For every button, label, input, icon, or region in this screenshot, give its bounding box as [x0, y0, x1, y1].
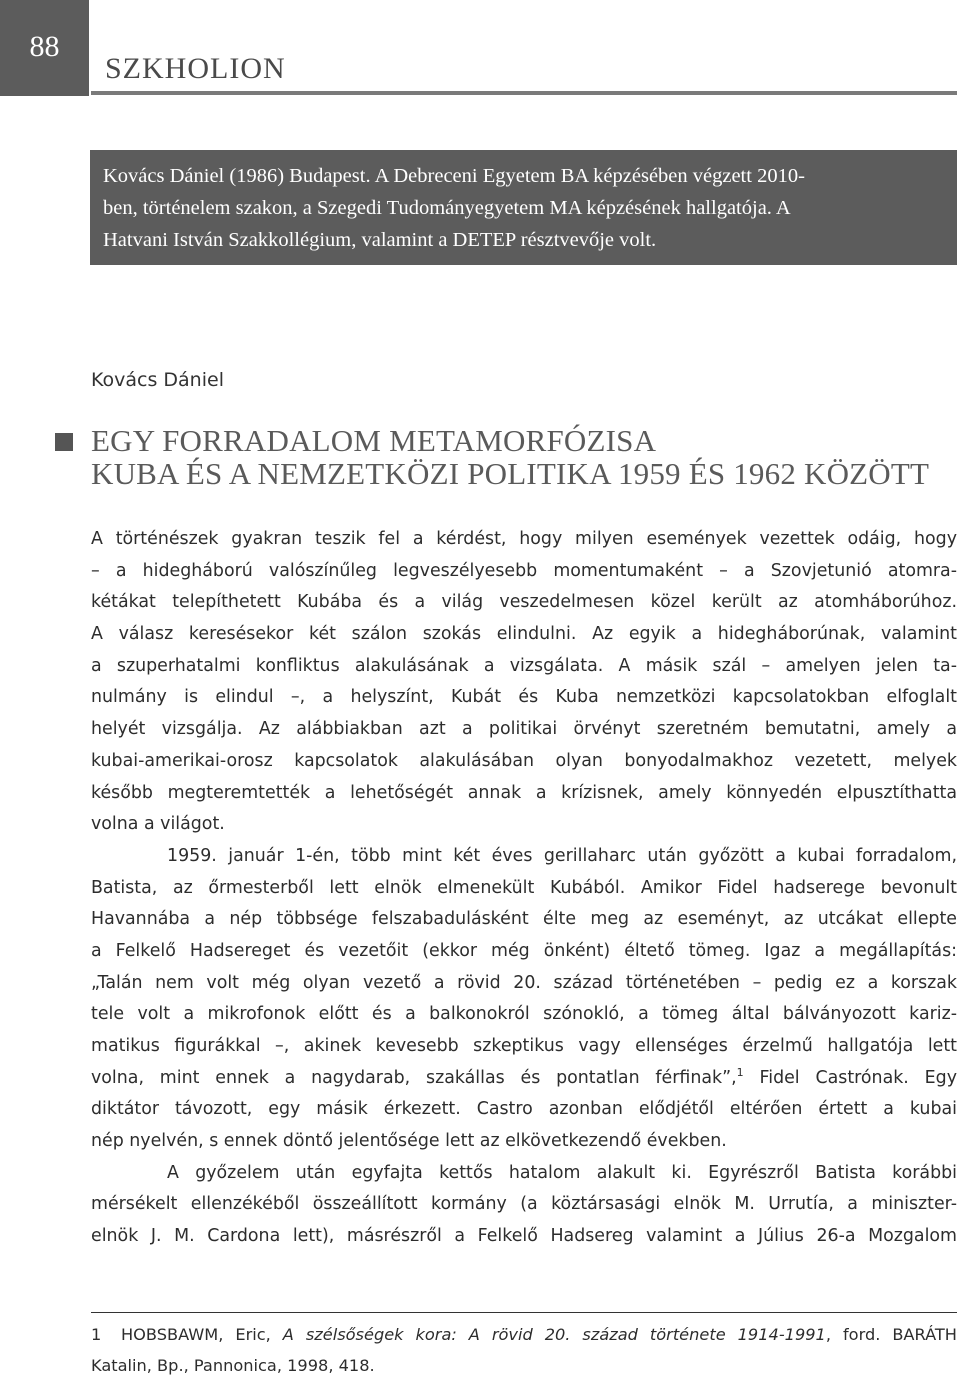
- article-title-line: EGY FORRADALOM METAMORFÓZISA: [91, 423, 657, 458]
- body-line: A történészek gyakran teszik fel a kérdést, hogy milyen események vezettek odáig, hogy: [91, 529, 957, 549]
- footnote-line: [91, 1319, 957, 1350]
- author-bio-box: [90, 150, 957, 265]
- footnote-divider: [91, 1312, 957, 1313]
- body-line: kétákat telepíthetett Kubába és a világ veszedelmesen közel került az atomháborúhoz.: [91, 592, 957, 613]
- body-line: elnök J. M. Cardona lett), másrészről a Felkelő Hadsereg valamint a Július 26-a Mozgalom: [91, 1226, 957, 1247]
- body-line: kubai-amerikai-orosz kapcsolatok alakulásában olyan bonyodalmakhoz vezetett, melyek: [91, 750, 957, 771]
- article-subtitle-line: KUBA ÉS A NEMZETKÖZI POLITIKA 1959 ÉS 1962 KÖZÖTT: [91, 456, 930, 491]
- body-line: nulmány is elindul –, a helyszínt, Kubát és Kuba nemzetközi kapcsolatokban elfoglalt: [91, 687, 957, 708]
- footnote-author: HOBSBAWM, Eric,: [121, 1325, 271, 1344]
- footnote-work-title: A szélsőségek kora: A rövid 20. század története 1914-1991: [282, 1325, 826, 1344]
- footnote-number: 1: [91, 1325, 102, 1344]
- body-line: A válasz keresésekor két szálon szokás elindulni. Az egyik a hidegháborúnak, valamint: [91, 624, 957, 645]
- body-line: a Felkelő Hadsereget és vezetőit (ekkor még önként) éltető tömeg. Igaz a megállapítás:: [91, 940, 957, 961]
- title-square-bullet-icon: [55, 433, 73, 451]
- footnotes: [91, 1319, 957, 1381]
- body-line: később megteremtették a lehetőségét annak a krízisnek, amely könnyedén elpusztíthatta: [91, 782, 957, 803]
- header-divider: [91, 91, 957, 95]
- quote-end: volna, mint ennek a nagydarab, szakállas és pontatlan férfinak”,: [91, 1067, 737, 1088]
- article-title: [91, 424, 957, 490]
- body-line: A győzelem után egyfajta kettős hatalom alakult ki. Egyrészről Batista korábbi: [167, 1162, 957, 1183]
- quote-continuation: Fidel Castrónak. Egy: [759, 1067, 957, 1088]
- body-line: matikus figurákkal –, akinek kevesebb szkeptikus vagy ellenséges érzelmű hallgatója lett: [91, 1036, 957, 1056]
- bio-line: Hatvani István Szakkollégium, valamint a DETEP résztvevője volt.: [103, 229, 657, 251]
- body-line: mérsékelt ellenzékéből összeállított kormány (a köztársasági elnök M. Urrutía, a miniszter-: [91, 1194, 957, 1215]
- page-number: [0, 0, 89, 96]
- body-line: Havannába a nép többsége felszabadulásként élte meg az eseményt, az utcákat ellepte: [91, 909, 957, 930]
- bio-line: Kovács Dániel (1986) Budapest. A Debreceni Egyetem BA képzésében végzett 2010-: [103, 165, 805, 187]
- body-line: volna a világot.: [91, 814, 225, 835]
- body-line: Batista, az őrmesterből lett elnök elmenekült Kubából. Amikor Fidel hadserege bevonult: [91, 877, 957, 898]
- article-body: [91, 524, 957, 1253]
- body-line: – a hidegháború valószínűleg legveszélyesebb momentumaként – a Szovjetunió atomra-: [91, 560, 957, 581]
- page-number-text: 88: [29, 30, 60, 63]
- body-line: „Talán nem volt még olyan vezető a rövid 20. század történetében – pedig ez a korszak: [91, 972, 957, 993]
- footnote-reference: 1: [736, 1065, 744, 1079]
- body-line-with-footnote: [91, 1063, 957, 1095]
- article-author: Kovács Dániel: [91, 369, 224, 391]
- footnote-after-title: , ford. BARÁTH: [825, 1325, 957, 1344]
- body-line: tele volt a mikrofonok előtt és a balkonokról szónokló, a tömeg által bálványozott kariz-: [91, 1004, 957, 1025]
- body-line: 1959. január 1-én, több mint két éves gerillaharc után győzött a kubai forradalom,: [167, 845, 957, 866]
- bio-line: ben, történelem szakon, a Szegedi Tudományegyetem MA képzésének hallgatója. A: [103, 197, 791, 219]
- body-line: diktátor távozott, egy másik érkezett. Castro azonban elődjétől eltérően értett a kubai: [91, 1099, 957, 1120]
- body-line: a szuperhatalmi konfliktus alakulásának a vizsgálata. A másik szál – amelyen jelen ta-: [91, 655, 957, 676]
- body-line: helyét vizsgálja. Az alábbiakban azt a politikai örvényt szeretném bemutatni, amely a: [91, 719, 957, 740]
- footnote-line: Katalin, Bp., Pannonica, 1998, 418.: [91, 1356, 375, 1375]
- journal-title: SZKHOLION: [105, 52, 286, 85]
- body-line: nép nyelvén, s ennek döntő jelentősége lett az elkövetkezendő években.: [91, 1131, 727, 1152]
